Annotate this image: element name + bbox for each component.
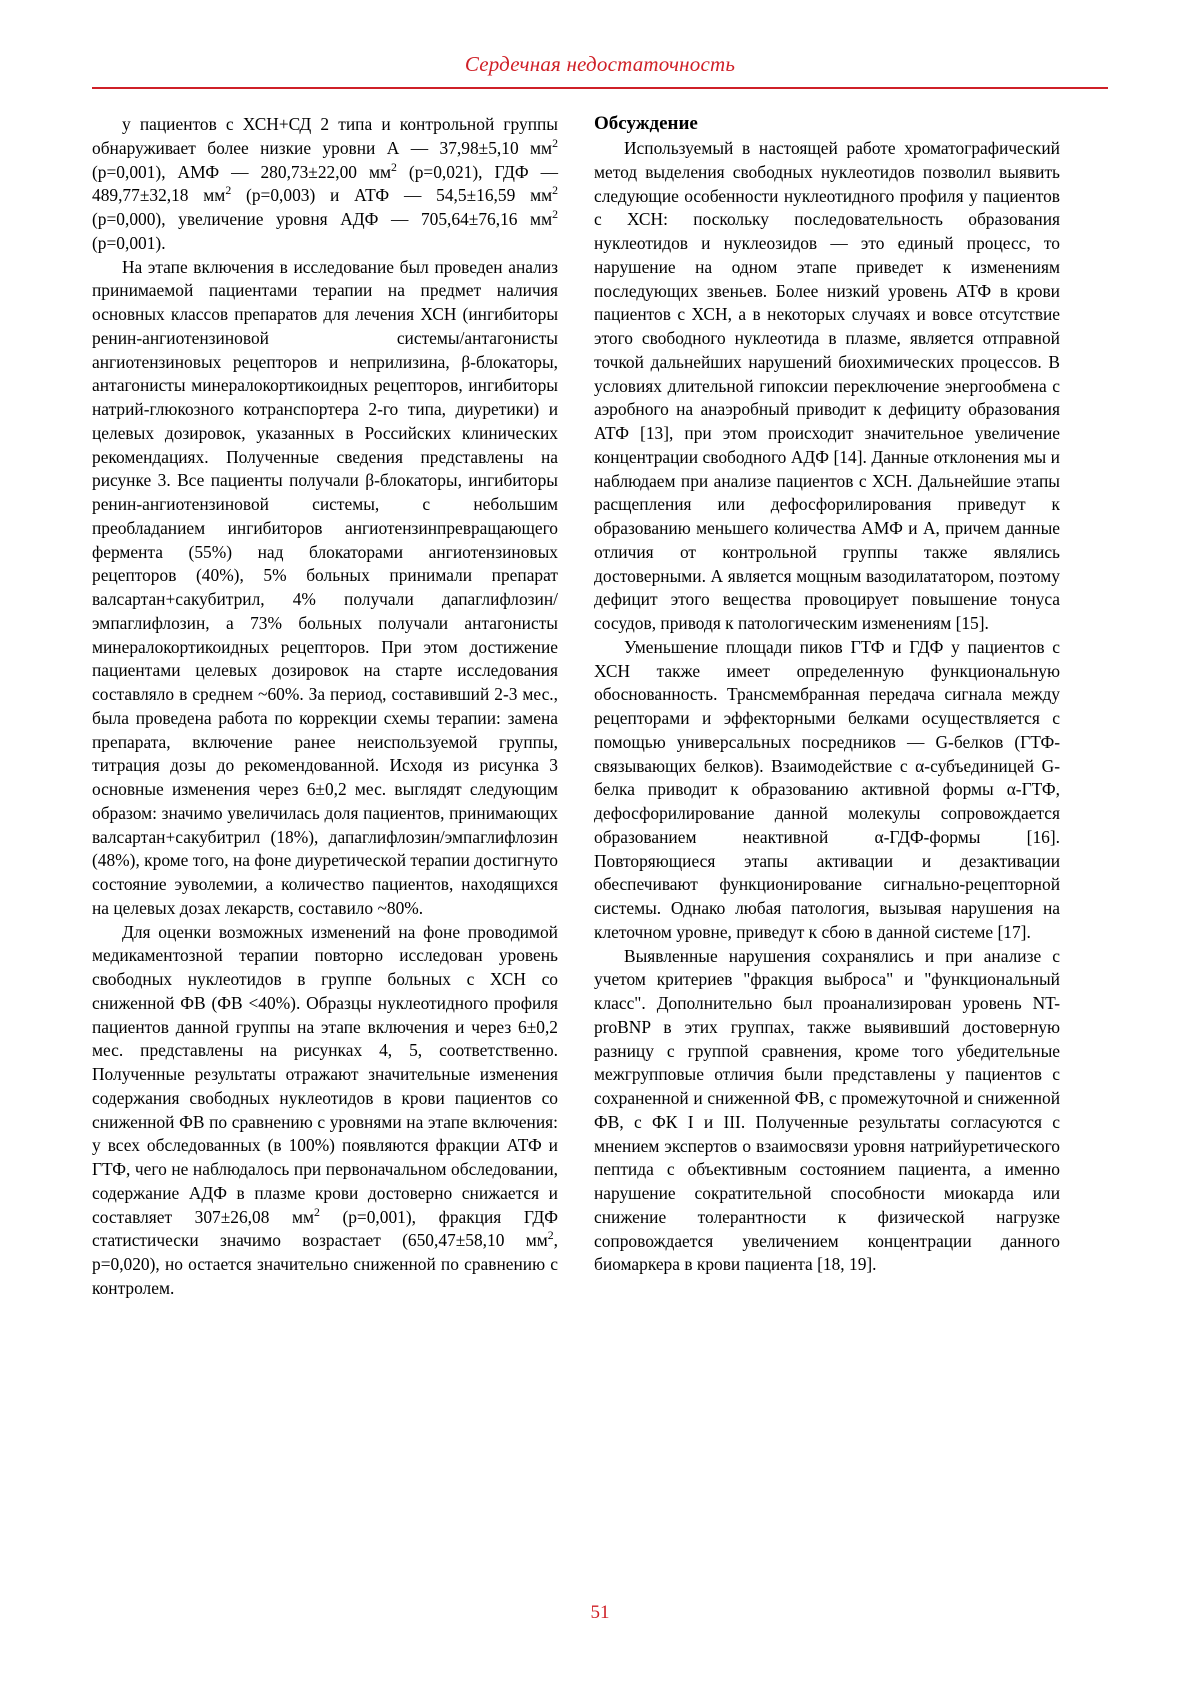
paragraph: Уменьшение площади пиков ГТФ и ГДФ у пациентов с ХСН также имеет определенную функциональную обоснованность. Трансмембранная передача сигнала между рецепторами и эффекторными белками осуществляется с помощью универсальных посредников — G-белков (ГТФ-связывающих белков). Взаимодействие с α-субъединицей G-белка приводит к образованию активной формы α-ГТФ, дефосфорилирование данной молекулы сопровождается образованием неактивной α-ГДФ-формы [16]. Повторяющиеся этапы активации и дезактивации обеспечивают функционирование сигнально-рецепторной системы. Однако любая патология, вызывая нарушения на клеточном уровне, приведут к сбою в данной системе [17]. bbox=[594, 636, 1060, 942]
two-column-body bbox=[0, 89, 1200, 1301]
running-head: Сердечная недостаточность bbox=[464, 52, 736, 76]
right-column bbox=[594, 113, 1060, 1301]
paragraph: Для оценки возможных изменений на фоне проводимой медикаментозной терапии повторно исследован уровень свободных нуклеотидов в группе больных с ХСН со сниженной ФВ (ФВ <40%). Образцы нуклеотидного профиля пациентов данной группы на этапе включения и через 6±0,2 мес. представлены на рисунках 4, 5, соответственно. Полученные результаты отражают значительные изменения содержания свободных нуклеотидов в крови пациентов со сниженной ФВ по сравнению с уровнями на этапе включения: у всех обследованных (в 100%) появляются фракции АТФ и ГТФ, чего не наблюдалось при первоначальном обследовании, содержание АДФ в плазме крови достоверно снижается и составляет 307±26,08 $мм^2$ (p=0,001), фракция ГДФ статистически значимо возрастает (650,47±58,10 $мм^2$, p=0,020), но остается значительно сниженной по сравнению с контролем. bbox=[92, 921, 558, 1298]
paragraph: Используемый в настоящей работе хроматографический метод выделения свободных нуклеотидов позволил выявить следующие особенности нуклеотидного профиля у пациентов с ХСН: поскольку последовательность образования нуклеотидов и нуклеозидов — это единый процесс, то нарушение на одном этапе приведет к изменениям последующих звеньев. Более низкий уровень АТФ в крови пациентов с ХСН, а в некоторых случаях и вовсе отсутствие этого свободного нуклеотида в плазме, является отправной точкой дальнейших нарушений биохимических процессов. В условиях длительной гипоксии переключение энергообмена с аэробного на анаэробный приводит к дефициту образования АТФ [13], при этом происходит значительное увеличение концентрации свободного АДФ [14]. Данные отклонения мы и наблюдаем при анализе пациентов с ХСН. Дальнейшие этапы расщепления или дефосфорилирования приведут к образованию меньшего количества АМФ и А, причем данные отличия от контрольной группы также являлись достоверными. А является мощным вазодилататором, поэтому дефицит этого вещества провоцирует повышение тонуса сосудов, приводя к патологическим изменениям [15]. bbox=[594, 138, 1060, 633]
paragraph: На этапе включения в исследование был проведен анализ принимаемой пациентами терапии на предмет наличия основных классов препаратов для лечения ХСН (ингибиторы ренин-ангиотензиновой системы/антагонисты ангиотензиновых рецепторов и неприлизина, β-блокаторы, антагонисты минералокортикоидных рецепторов, ингибиторы натрий-глюкозного котранспортера 2-го типа, диуретики) и целевых дозировок, указанных в Российских клинических рекомендациях. Полученные сведения представлены на рисунке 3. Все пациенты получали β-блокаторы, ингибиторы ренин-ангиотензиновой системы, с небольшим преобладанием ингибиторов ангиотензинпревращающего фермента (55%) над блокаторами ангиотензиновых рецепторов (40%), 5% больных принимали препарат валсартан+сакубитрил, 4% получали дапаглифлозин/эмпаглифлозин, а 73% больных получали антагонисты минералокортикоидных рецепторов. При этом достижение пациентами целевых дозировок на старте исследования составляло в среднем ~60%. За период, составивший 2-3 мес., была проведена работа по коррекции схемы терапии: замена препарата, включение ранее неиспользуемой группы, титрация дозы до рекомендованной. Исходя из рисунка 3 основные изменения через 6±0,2 мес. выглядят следующим образом: значимо увеличилась доля пациентов, принимающих валсартан+сакубитрил (18%), дапаглифлозин/эмпаглифлозин (48%), кроме того, на фоне диуретической терапии достигнуто состояние эуволемии, а количество пациентов, находящихся на целевых дозах лекарств, составило ~80%. bbox=[92, 256, 558, 918]
paragraph: у пациентов с ХСН+СД 2 типа и контрольной группы обнаруживает более низкие уровни А — 37,98±5,10 $мм^2$ (p=0,001), АМФ — 280,73±22,00 $мм^2$ (p=0,021), ГДФ — 489,77±32,18 $мм^2$ (p=0,003) и АТФ — 54,5±16,59 $мм^2$ (p=0,000), увеличение уровня АДФ — 705,64±76,16 $мм^2$ (p=0,001). bbox=[92, 114, 558, 253]
left-column bbox=[92, 113, 558, 1301]
paragraph: Выявленные нарушения сохранялись и при анализе с учетом критериев "фракция выброса" и "функциональный класс". Дополнительно был проанализирован уровень NT-proBNP в этих группах, также выявивший достоверную разницу с группой сравнения, кроме того убедительные межгрупповые отличия были представлены у пациентов с сохраненной и сниженной ФВ, с промежуточной и сниженной ФВ, с ФК I и III. Полученные результаты согласуются с мнением экспертов о взаимосвязи уровня натрийуретического пептида с объективным состоянием пациента, а именно нарушение сократительной способности миокарда или снижение толерантности к физической нагрузке сопровождается увеличением концентрации данного биомаркера в крови пациента [18, 19]. bbox=[594, 945, 1060, 1275]
section-heading-discussion: Обсуждение bbox=[594, 113, 698, 134]
page-number: 51 bbox=[590, 1602, 610, 1623]
